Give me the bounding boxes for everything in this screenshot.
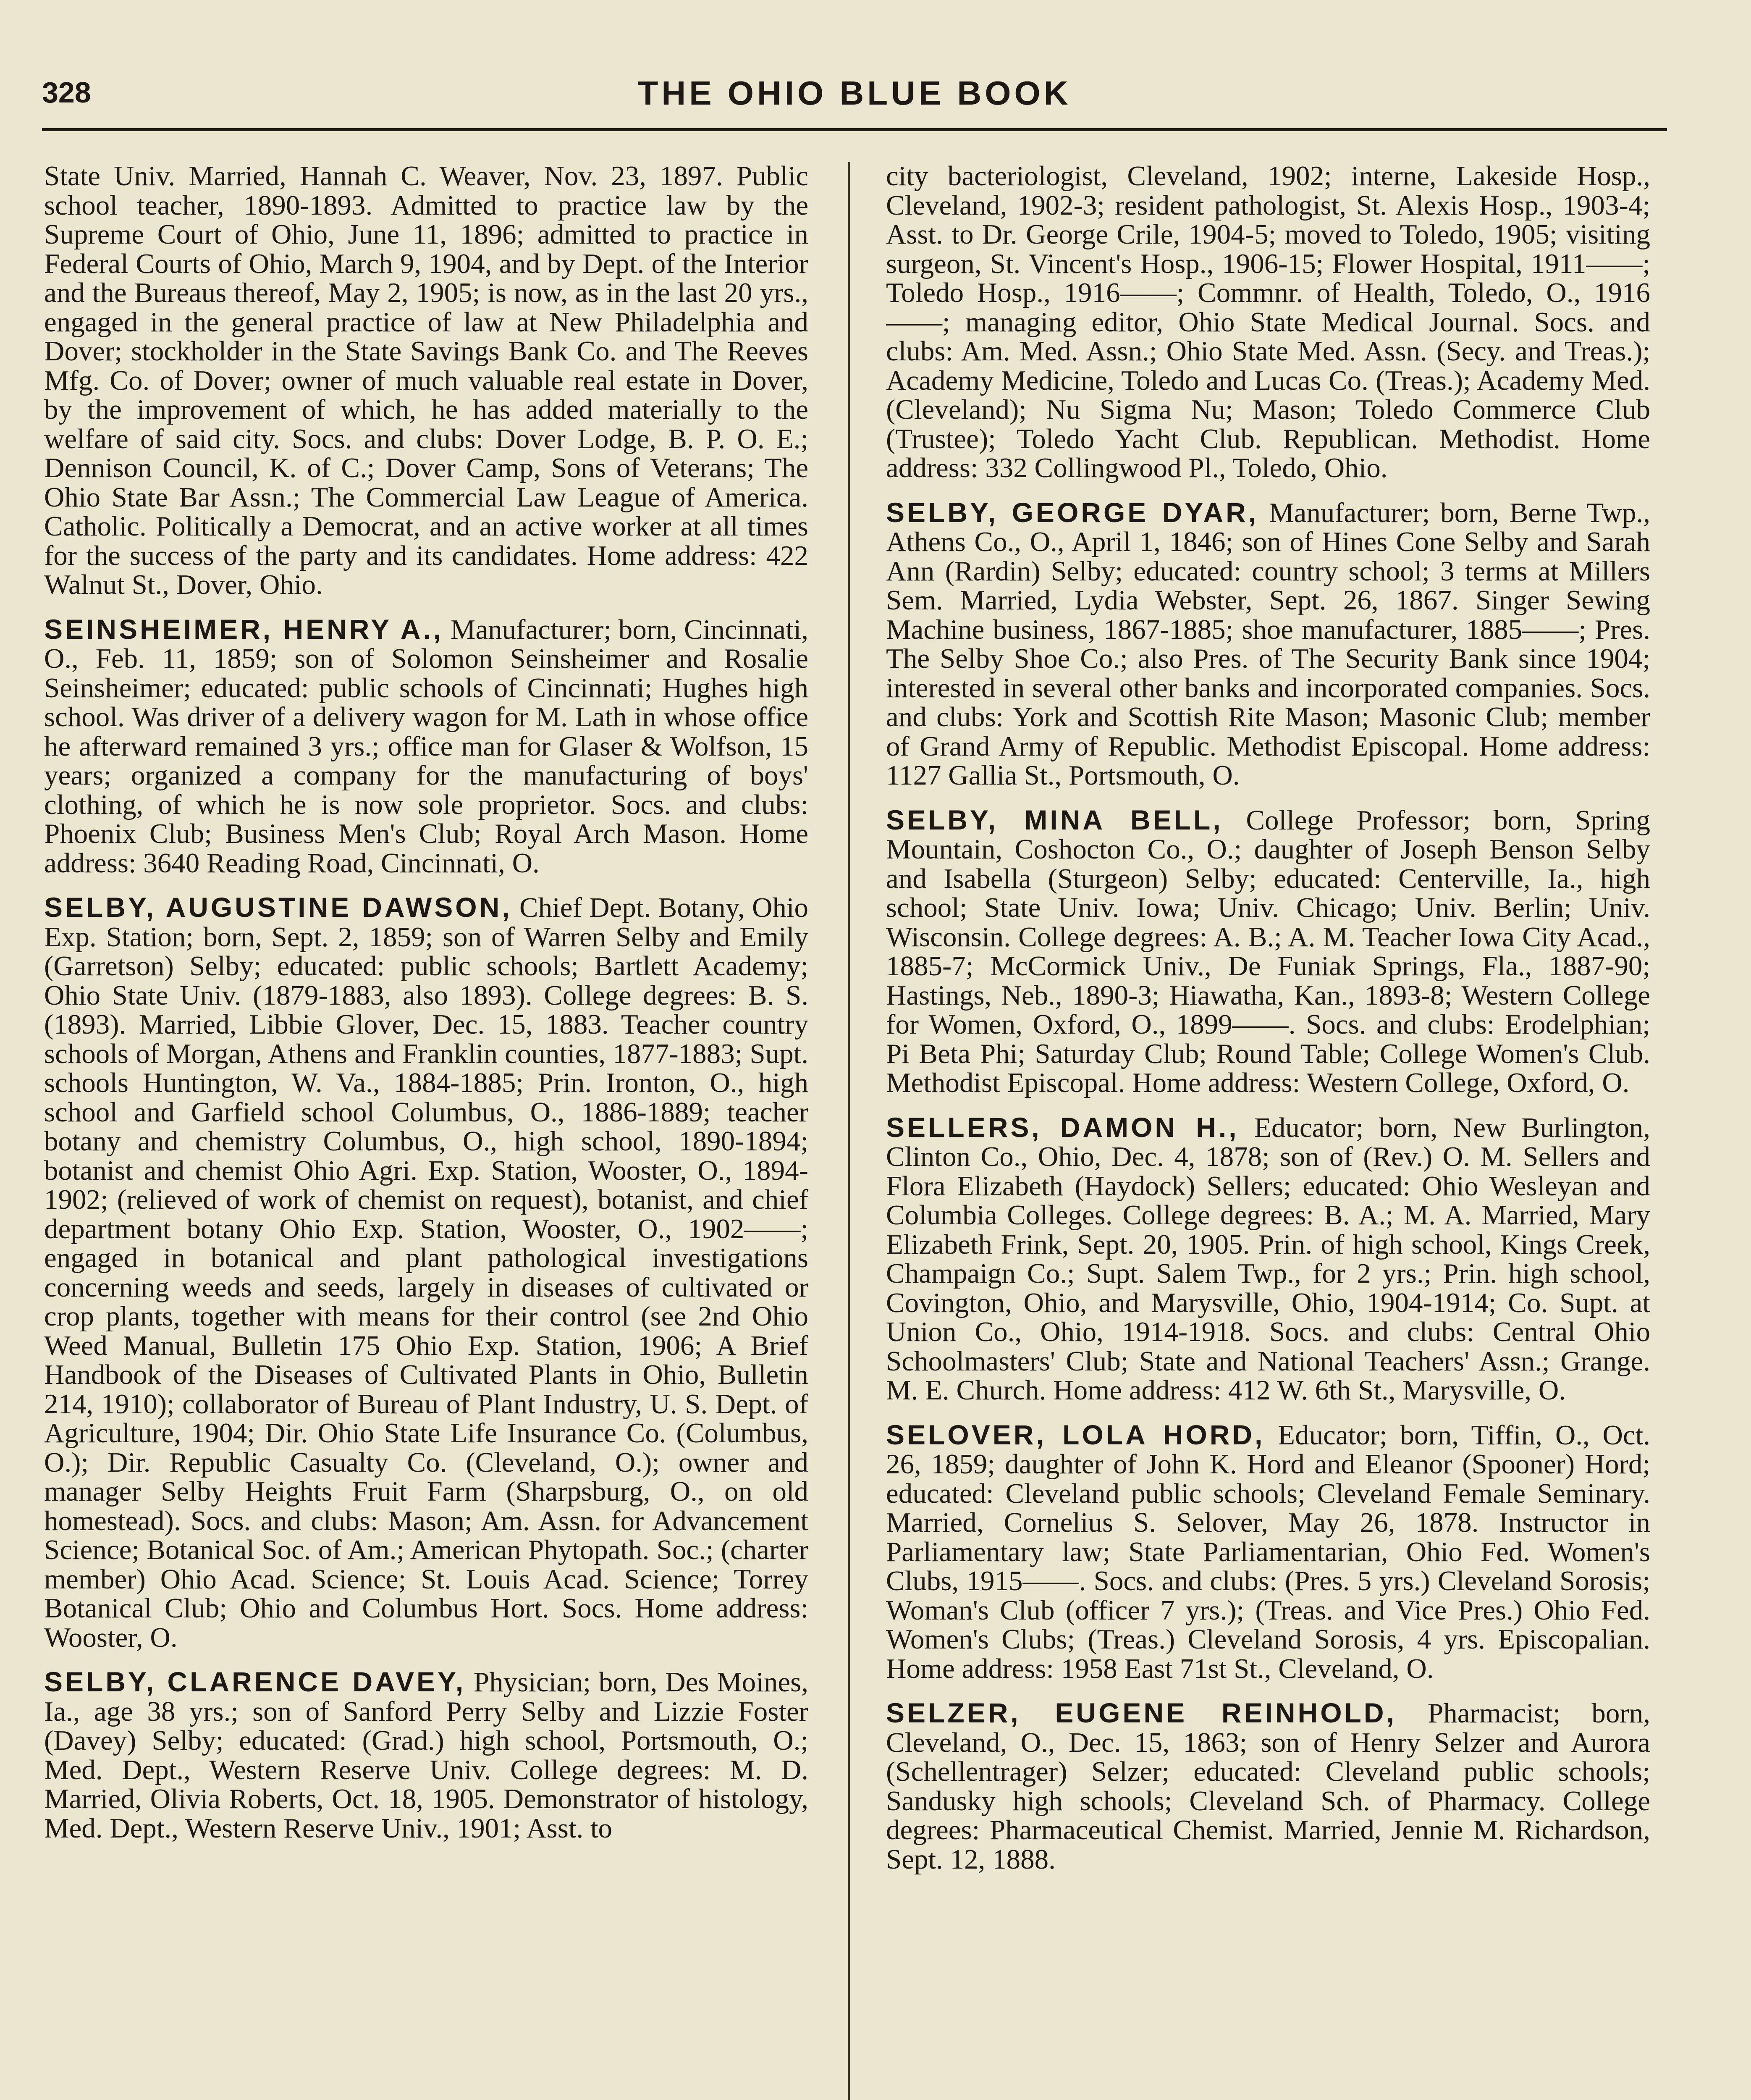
entry-text: Manufacturer; born, Berne Twp., Athens Co., O., April 1, 1846; son of Hines Cone Selby and Sarah Ann (Rardin) Selby; educated: country school; 3 terms at Millers Sem. Married, Lydia Webster, Sept. 26, 1867. Singer Sewing Machine business, 1867-1885; shoe manufacturer, 1885——; Pres. The Selby Shoe Co.; also Pres. of The Security Bank since 1904; interested in several other banks and incorporated companies. Socs. and clubs: York and Scottish Rite Mason; Masonic Club; member of Grand Army of Republic. Methodist Episcopal. Home address: 1127 Gallia St., Portsmouth, O. <box>886 497 1650 791</box>
entry-selby-clarence <box>44 1667 808 1843</box>
entry-continued-selby-clarence <box>886 162 1650 483</box>
entry-text: Chief Dept. Botany, Ohio Exp. Station; born, Sept. 2, 1859; son of Warren Selby and Emily (Garretson) Selby; educated: public schools; Bartlett Academy; Ohio State Univ. (1879-1883, also 1893). College degrees: B. S. (1893). Married, Libbie Glover, Dec. 15, 1883. Teacher country schools of Morgan, Athens and Franklin counties, 1877-1883; Supt. schools Huntington, W. Va., 1884-1885; Prin. Ironton, O., high school and Garfield school Columbus, O., 1886-1889; teacher botany and chemistry Columbus, O., high school, 1890-1894; botanist and chemist Ohio Agri. Exp. Station, Wooster, O., 1894-1902; (relieved of work of chemist on request), botanist, and chief department botany Ohio Exp. Station, Wooster, O., 1902——; engaged in botanical and plant pathological investigations concerning weeds and seeds, largely in diseases of cultivated or crop plants, together with means for their control (see 2nd Ohio Weed Manual, Bulletin 175 Ohio Exp. Station, 1906; A Brief Handbook of the Diseases of Cultivated Plants in Ohio, Bulletin 214, 1910); collaborator of Bureau of Plant Industry, U. S. Dept. of Agriculture, 1904; Dir. Ohio State Life Insurance Co. (Columbus, O.); Dir. Republic Casualty Co. (Cleveland, O.); owner and manager Selby Heights Fruit Farm (Sharpsburg, O., on old homestead). Socs. and clubs: Mason; Am. Assn. for Advancement Science; Botanical Soc. of Am.; American Phytopath. Soc.; (charter member) Ohio Acad. Science; St. Louis Acad. Science; Torrey Botanical Club; Ohio and Columbus Hort. Socs. Home address: Wooster, O. <box>44 892 808 1653</box>
entry-text: Pharmacist; born, Cleveland, O., Dec. 15, 1863; son of Henry Selzer and Aurora (Schellentrager) Selzer; educated: Cleveland public schools; Sandusky high schools; Cleveland Sch. of Pharmacy. College degrees: Pharmaceutical Chemist. Married, Jennie M. Richardson, Sept. 12, 1888. <box>886 1698 1650 1875</box>
entry-text: State Univ. Married, Hannah C. Weaver, Nov. 23, 1897. Public school teacher, 1890-1893. Admitted to practice law by the Supreme Court of Ohio, June 11, 1896; admitted to practice in Federal Courts of Ohio, March 9, 1904, and by Dept. of the Interior and the Bureaus thereof, May 2, 1905; is now, as in the last 20 yrs., engaged in the general practice of law at New Philadelphia and Dover; stockholder in the State Savings Bank Co. and The Reeves Mfg. Co. of Dover; owner of much valuable real estate in Dover, by the improvement of which, he has added materially to the welfare of said city. Socs. and clubs: Dover Lodge, B. P. O. E.; Dennison Council, K. of C.; Dover Camp, Sons of Veterans; The Ohio State Bar Assn.; The Commercial Law League of America. Catholic. Politically a Democrat, and an active worker at all times for the success of the party and its candidates. Home address: 422 Walnut St., Dover, Ohio. <box>44 162 808 600</box>
entry-continued-weaver <box>44 162 808 600</box>
entry-text: College Professor; born, Spring Mountain, Coshocton Co., O.; daughter of Joseph Benson Selby and Isabella (Sturgeon) Selby; educated: Centerville, Ia., high school; State Univ. Iowa; Univ. Chicago; Univ. Berlin; Univ. Wisconsin. College degrees: A. B.; A. M. Teacher Iowa City Acad., 1885-7; McCormick Univ., De Funiak Springs, Fla., 1887-90; Hastings, Neb., 1890-3; Hiawatha, Kan., 1893-8; Western College for Women, Oxford, O., 1899——. Socs. and clubs: Erodelphian; Pi Beta Phi; Saturday Club; Round Table; College Women's Club. Methodist Episcopal. Home address: Western College, Oxford, O. <box>886 804 1650 1098</box>
entry-selby-george <box>886 498 1650 790</box>
entry-name: SELLERS, DAMON H., <box>886 1111 1239 1143</box>
entry-text: city bacteriologist, Cleveland, 1902; interne, Lakeside Hosp., Cleveland, 1902-3; resident pathologist, St. Alexis Hosp., 1903-4; Asst. to Dr. George Crile, 1904-5; moved to Toledo, 1905; visiting surgeon, St. Vincent's Hosp., 1906-15; Flower Hospital, 1911——; Toledo Hosp., 1916——; Commnr. of Health, Toledo, O., 1916——; managing editor, Ohio State Medical Journal. Socs. and clubs: Am. Med. Assn.; Ohio State Med. Assn. (Secy. and Treas.); Academy Medicine, Toledo and Lucas Co. (Treas.); Academy Med. (Cleveland); Nu Sigma Nu; Mason; Toledo Commerce Club (Trustee); Toledo Yacht Club. Republican. Methodist. Home address: 332 Collingwood Pl., Toledo, Ohio. <box>886 162 1650 483</box>
entry-sellers-damon <box>886 1113 1650 1405</box>
header-rule <box>42 128 1667 131</box>
entry-selover-lola <box>886 1420 1650 1684</box>
entry-name: SELBY, GEORGE DYAR, <box>886 496 1259 528</box>
entry-text: Educator; born, Tiffin, O., Oct. 26, 1859; daughter of John K. Hord and Eleanor (Spooner) Hord; educated: Cleveland public schools; Cleveland Female Seminary. Married, Cornelius S. Selover, May 26, 1878. Instructor in Parliamentary law; State Parliamentarian, Ohio Fed. Women's Clubs, 1915——. Socs. and clubs: (Pres. 5 yrs.) Cleveland Sorosis; Woman's Club (officer 7 yrs.); (Treas. and Vice Pres.) Ohio Fed. Women's Clubs; (Treas.) Cleveland Sorosis, 4 yrs. Episcopalian. Home address: 1958 East 71st St., Cleveland, O. <box>886 1419 1650 1684</box>
entry-name: SELBY, CLARENCE DAVEY, <box>44 1666 466 1697</box>
column-divider <box>848 162 850 2100</box>
entry-selby-mina <box>886 806 1650 1098</box>
entry-name: SELZER, EUGENE REINHOLD, <box>886 1697 1397 1728</box>
entry-text: Manufacturer; born, Cincinnati, O., Feb. 11, 1859; son of Solomon Seinsheimer and Rosalie Seinsheimer; educated: public schools of Cincinnati; Hughes high school. Was driver of a delivery wagon for M. Lath in whose office he afterward remained 3 yrs.; office man for Glaser & Wolfson, 15 years; organized a company for the manufacturing of boys' clothing, of which he is now sole proprietor. Socs. and clubs: Phoenix Club; Business Men's Club; Royal Arch Mason. Home address: 3640 Reading Road, Cincinnati, O. <box>44 614 808 879</box>
left-column <box>44 162 808 2100</box>
entry-seinsheimer <box>44 615 808 878</box>
entry-selby-augustine <box>44 893 808 1652</box>
book-title: THE OHIO BLUE BOOK <box>637 74 1072 112</box>
entry-name: SELOVER, LOLA HORD, <box>886 1419 1265 1450</box>
page-number: 328 <box>42 76 91 109</box>
entry-text: Educator; born, New Burlington, Clinton Co., Ohio, Dec. 4, 1878; son of (Rev.) O. M. Sellers and Flora Elizabeth (Haydock) Sellers; educated: Ohio Wesleyan and Columbia Colleges. College degrees: B. A.; M. A. Married, Mary Elizabeth Frink, Sept. 20, 1905. Prin. of high school, Kings Creek, Champaign Co.; Supt. Salem Twp., for 2 yrs.; Prin. high school, Covington, Ohio, and Marysville, Ohio, 1904-1914; Co. Supt. at Union Co., Ohio, 1914-1918. Socs. and clubs: Central Ohio Schoolmasters' Club; State and National Teachers' Assn.; Grange. M. E. Church. Home address: 412 W. 6th St., Marysville, O. <box>886 1112 1650 1406</box>
entry-selzer-eugene <box>886 1698 1650 1874</box>
right-column <box>886 162 1650 2100</box>
page-header <box>42 63 1667 126</box>
entry-name: SELBY, MINA BELL, <box>886 804 1223 835</box>
entry-text: Physician; born, Des Moines, Ia., age 38 yrs.; son of Sanford Perry Selby and Lizzie Foster (Davey) Selby; educated: (Grad.) high school, Portsmouth, O.; Med. Dept., Western Reserve Univ. College degrees: M. D. Married, Olivia Roberts, Oct. 18, 1905. Demonstrator of histology, Med. Dept., Western Reserve Univ., 1901; Asst. to <box>44 1667 808 1844</box>
entry-name: SEINSHEIMER, HENRY A., <box>44 613 444 645</box>
entry-name: SELBY, AUGUSTINE DAWSON, <box>44 892 512 923</box>
